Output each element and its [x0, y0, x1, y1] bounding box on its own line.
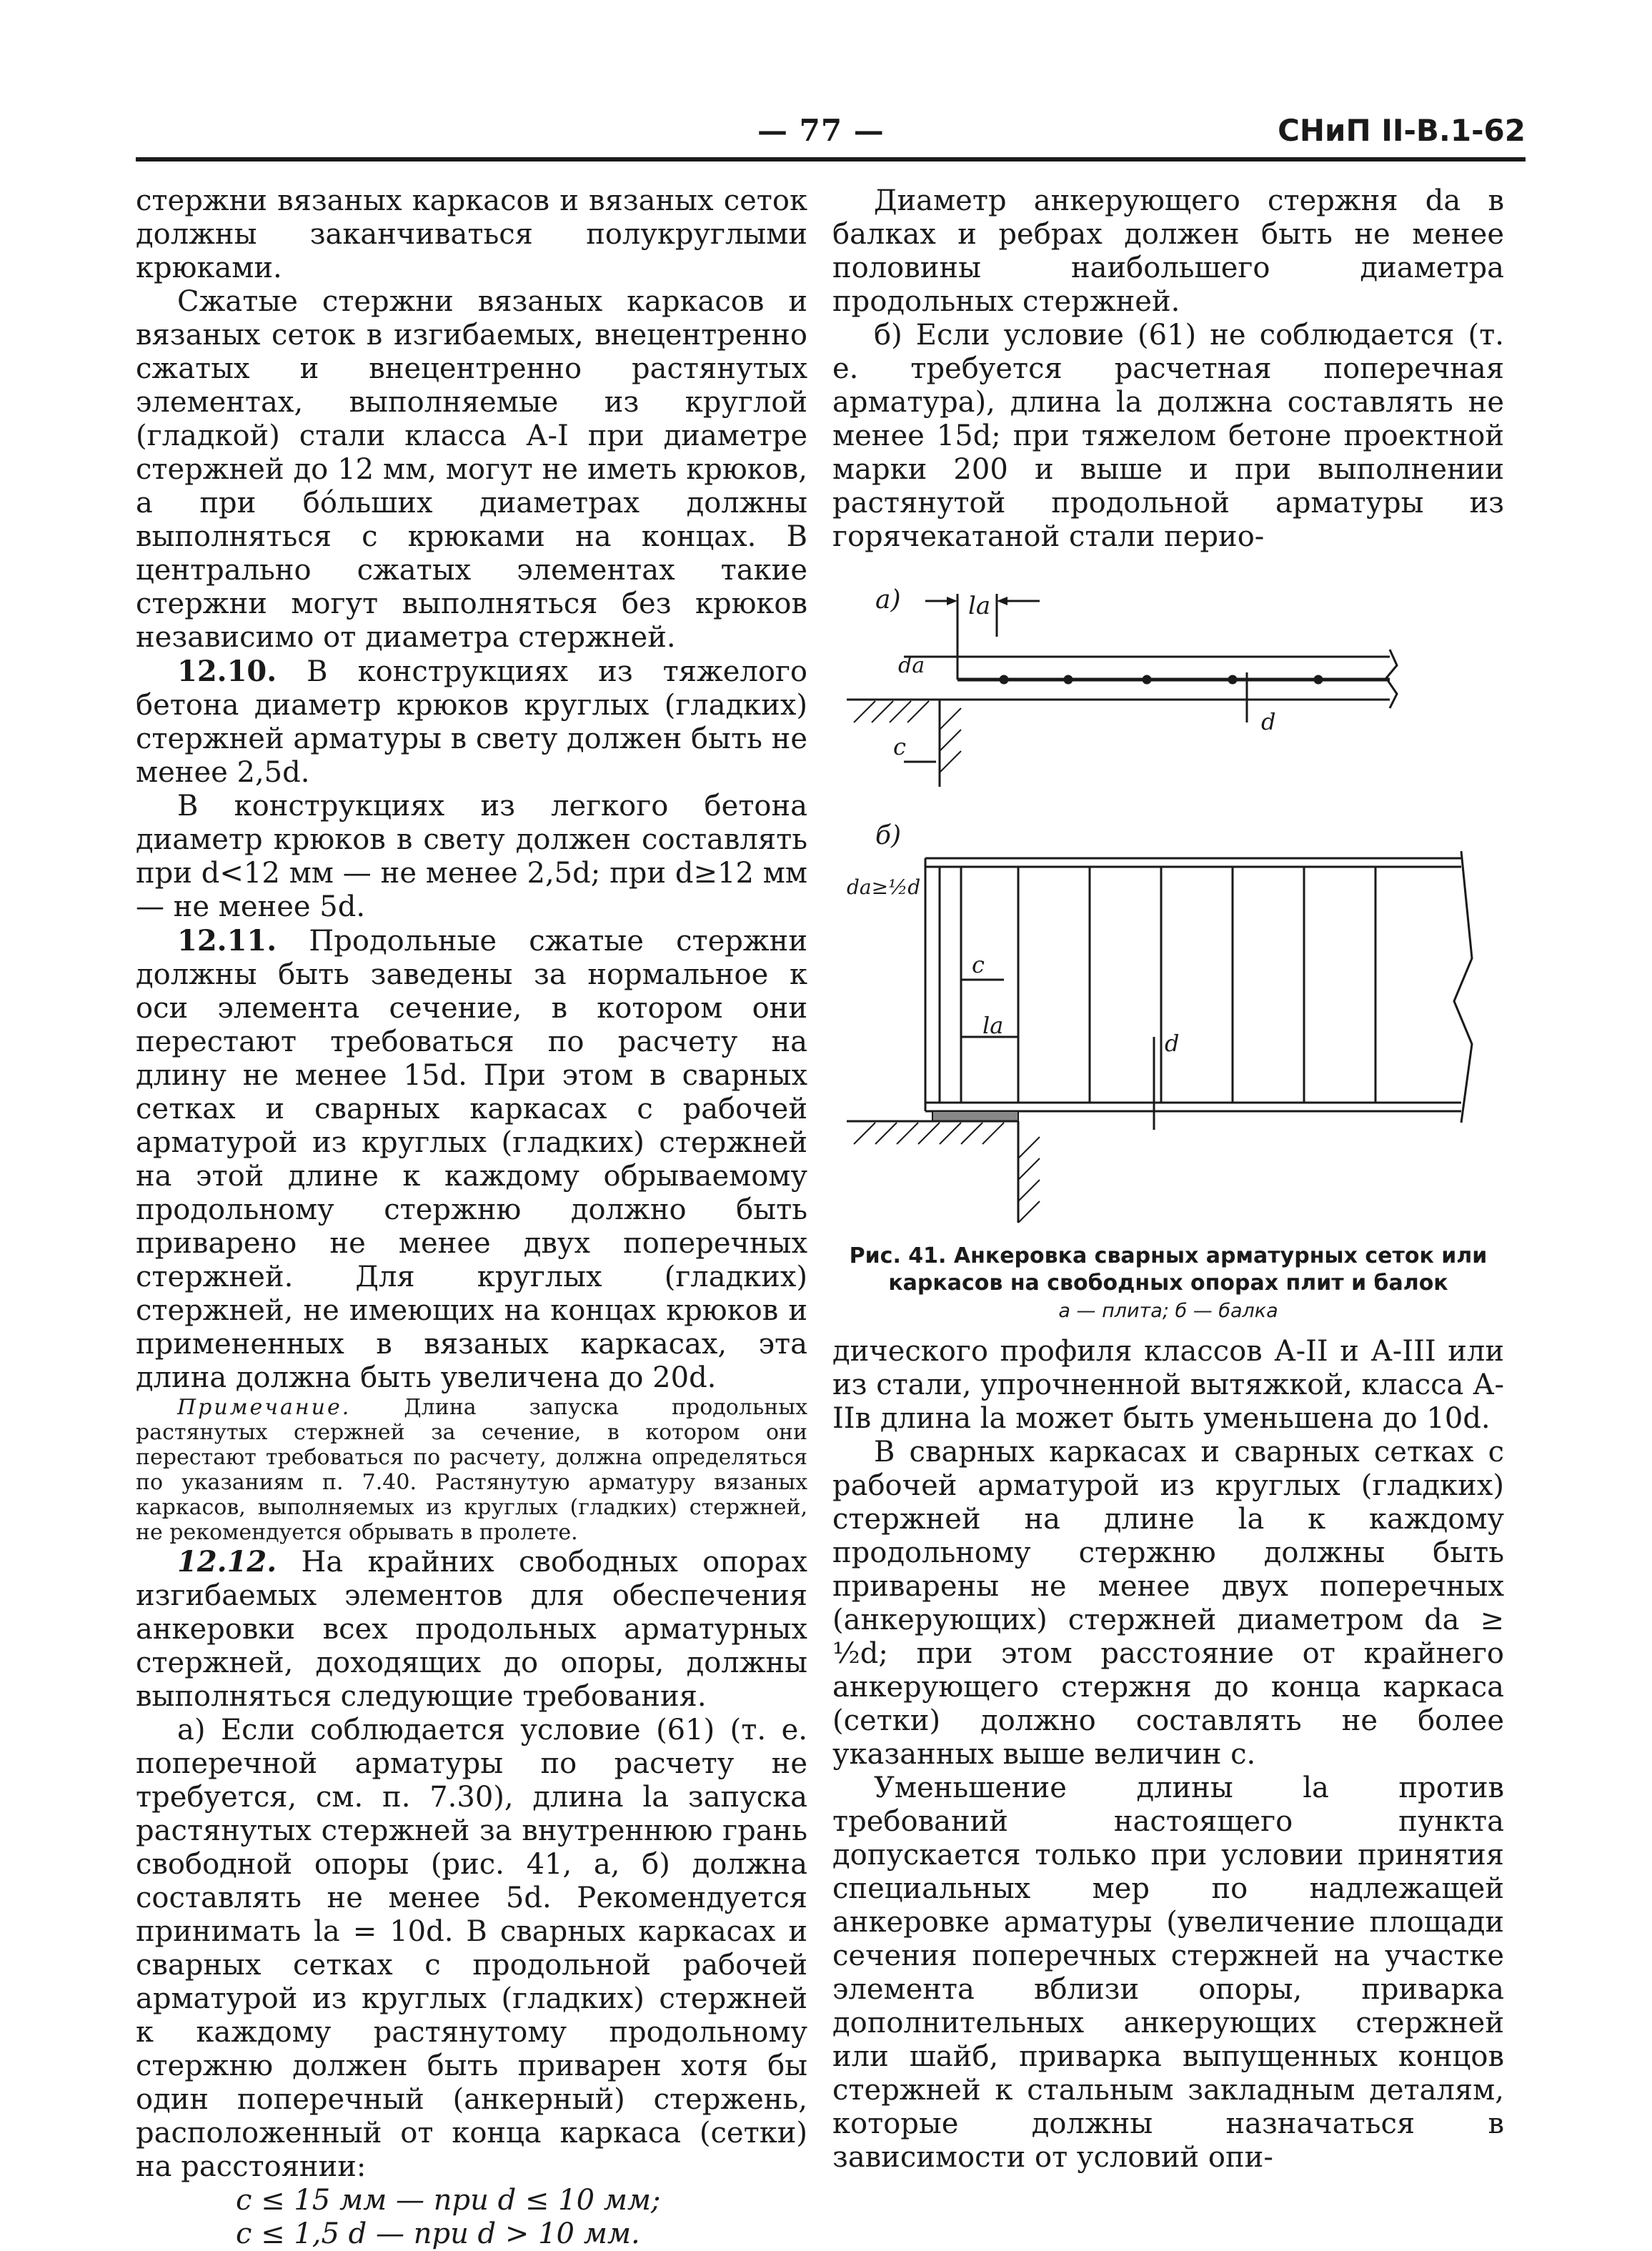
paragraph: В конструкциях из легкого бетона диаметр крюков в свету должен составлять при d<12 мм — не менее 2,5d; при d≥12 мм — не менее 5d.	[136, 790, 807, 923]
clause-12-10	[136, 655, 807, 790]
caption-legend: а — плита; б — балка	[1058, 1300, 1278, 1322]
label-c-b: c	[972, 951, 985, 978]
paragraph: дического профиля классов А-II и А-III или из стали, упрочненной вытяжкой, класса А-IIв длина lа может быть уменьшена до 10d.	[832, 1335, 1504, 1435]
label-da: da	[898, 653, 925, 678]
figure-41	[832, 572, 1504, 1230]
note-text: Длина запуска продольных растянутых стержней за сечение, в котором они перестают требоваться по расчету, должна определяться по указаниям п. 7.40. Растянутую арматуру вязаных каркасов, выполняемых из круглых (гладких) стержней, не рекомендуется обрывать в пролете.	[136, 1395, 807, 1545]
bar-section	[1000, 676, 1007, 683]
clause-text: В конструкциях из тяжелого бетона диаметр крюков круглых (гладких) стержней арматуры в свету должен быть не менее 2,5d.	[136, 655, 807, 789]
arrowhead	[997, 597, 1007, 605]
label-a: а)	[875, 585, 901, 615]
clause-12-11	[136, 924, 807, 1395]
paragraph: стержни вязаных каркасов и вязаных сеток должны заканчиваться полукруглыми крюками.	[136, 184, 807, 284]
paragraph: В сварных каркасах и сварных сетках с рабочей арматурой из круглых (гладких) стержней на длине lа к каждому продольному стержню должны быть приварены не менее двух поперечных (анкерующих) стержней диаметром dа ≥ ½d; при этом расстояние от крайнего анкерующего стержня до конца каркаса (сетки) должно составлять не более указанных выше величин c.	[832, 1436, 1504, 1771]
bar-section	[1229, 676, 1236, 683]
right-column	[832, 184, 1504, 2175]
formula-block	[136, 2184, 807, 2251]
label-da-half: da≥½d	[847, 875, 921, 899]
paragraph: а) Если соблюдается условие (61) (т. е. поперечной арматуры по расчету не требуется, см. п. 7.30), длина lа запуска растянутых стержней за внутреннюю грань свободной опоры (рис. 41, а, б) должна составлять не менее 5d. Рекомендуется принимать lа = 10d. В сварных каркасах и сварных сетках с продольной рабочей арматурой из круглых (гладких) стержней к каждому растянутому продольному стержню должен быть приварен хотя бы один поперечный (анкерный) стержень, расположенный от конца каркаса (сетки) на расстоянии:	[136, 1714, 807, 2183]
document-code: СНиП II-В.1-62	[1278, 113, 1526, 148]
left-column	[136, 184, 807, 2251]
clause-text: На крайних свободных опорах изгибаемых элементов для обеспечения анкеровки всех продольных арматурных стержней, доходящих до опоры, должны выполняться следующие требования.	[136, 1546, 807, 1713]
support-hatching	[854, 1123, 1040, 1223]
clause-text: Продольные сжатые стержни должны быть заведены за нормальное к оси элемента сечение, в котором они перестают требоваться по расчету на длину не менее 15d. При этом в сварных сетках и сварных каркасах с рабочей арматурой из круглых (гладких) стержней на этой длине к каждому обрываемому продольному стержню должно быть приварено не менее двух поперечных стержней. Для круглых (гладких) стержней, не имеющих на концах крюков и примененных в вязаных каркасах, эта длина должна быть увеличена до 20d.	[136, 925, 807, 1394]
label-d: d	[1261, 708, 1276, 735]
note	[136, 1395, 807, 1545]
bar-section	[1143, 676, 1150, 683]
clause-number: 12.10.	[177, 655, 277, 688]
label-c: c	[893, 733, 906, 760]
formula-line: c ≤ 1,5 d — при d > 10 мм.	[236, 2217, 640, 2250]
bar-section	[1065, 676, 1072, 683]
figure-caption	[832, 1243, 1504, 1325]
paragraph: Сжатые стержни вязаных каркасов и вязаных сеток в изгибаемых, внецентренно сжатых и внецентренно растянутых элементах, выполняемые из круглой (гладкой) стали класса А-I при диаметре стержней до 12 мм, могут не иметь крюков, а при бо́льших диаметрах должны выполняться с крюками на концах. В центрально сжатых элементах такие стержни могут выполняться без крюков независимо от диаметра стержней.	[136, 285, 807, 654]
label-d-b: d	[1165, 1030, 1180, 1057]
formula-line: c ≤ 15 мм — при d ≤ 10 мм;	[236, 2184, 661, 2217]
page-number: — 77 —	[757, 113, 885, 148]
note-label: Примечание.	[177, 1395, 352, 1420]
label-la-b: la	[982, 1012, 1004, 1039]
arrowhead	[947, 597, 957, 605]
clause-number: 12.12.	[177, 1545, 277, 1579]
bearing-plate	[932, 1111, 1018, 1121]
page-header	[136, 113, 1526, 156]
label-la: la	[968, 592, 991, 620]
clause-number: 12.11.	[177, 924, 277, 958]
clause-12-12	[136, 1545, 807, 1714]
paragraph: Диаметр анкерующего стержня dа в балках и ребрах должен быть не менее половины наибольшего диаметра продольных стержней.	[832, 184, 1504, 318]
break-line	[1454, 851, 1472, 1123]
paragraph: б) Если условие (61) не соблюдается (т. е. требуется расчетная поперечная арматура), длина lа должна составлять не менее 15d; при тяжелом бетоне проектной марки 200 и выше и при выполнении растянутой продольной арматуры из горячекатаной стали перио-	[832, 319, 1504, 553]
anchorage-diagram	[832, 572, 1504, 1230]
paragraph: Уменьшение длины lа против требований настоящего пункта допускается только при условии принятия специальных мер по надлежащей анкеровке арматуры (увеличение площади сечения поперечных стержней на участке элемента вблизи опоры, приварка дополнительных анкерующих стержней или шайб, приварка выпущенных концов стержней к стальным закладным деталям, которые должны назначаться в зависимости от условий опи-	[832, 1772, 1504, 2174]
label-b: б)	[875, 821, 902, 850]
caption-text: Рис. 41. Анкеровка сварных арматурных сеток или каркасов на свободных опорах плит и балок	[849, 1243, 1488, 1296]
header-rule	[136, 157, 1526, 162]
bar-section	[1315, 676, 1322, 683]
